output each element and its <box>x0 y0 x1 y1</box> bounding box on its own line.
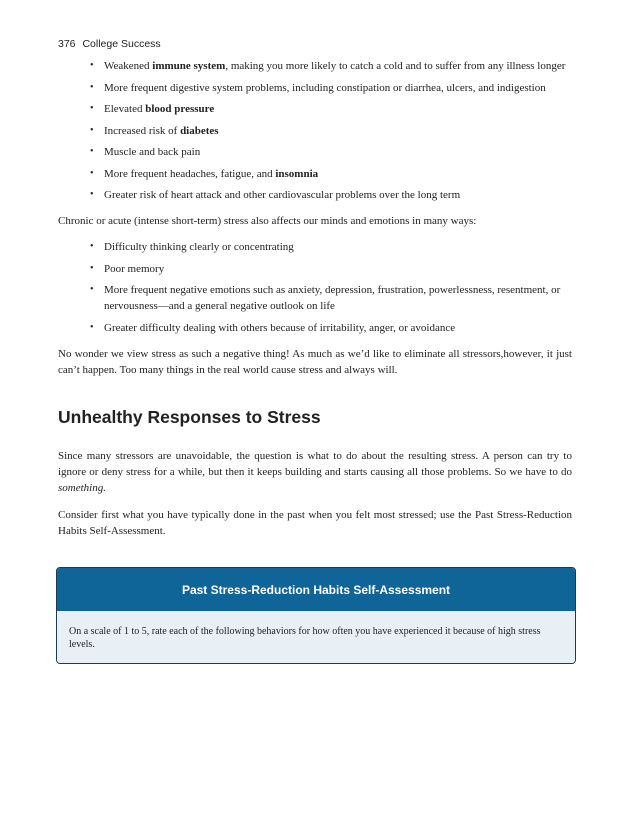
list-item-text: Greater difficulty dealing with others because of irritability, anger, or avoidance <box>104 321 456 334</box>
list-item <box>58 239 572 255</box>
list-item <box>58 282 572 314</box>
bold-term: diabetes <box>180 124 219 137</box>
bullet-icon: • <box>90 81 94 93</box>
list-item <box>58 320 572 336</box>
list-item-text: Greater risk of heart attack and other cardiovascular problems over the long term <box>104 189 461 201</box>
list-item <box>58 101 572 117</box>
bullet-icon: • <box>90 103 94 114</box>
book-title: College Success <box>82 38 161 50</box>
page-header <box>58 38 161 50</box>
list-item-text: Weakened <box>104 60 153 72</box>
page-content <box>58 58 572 539</box>
emotional-effects-list <box>58 239 572 336</box>
bullet-icon: • <box>90 321 94 333</box>
list-item <box>58 144 572 160</box>
bullet-icon: • <box>90 167 94 179</box>
self-assessment-instructions: On a scale of 1 to 5, rate each of the following behaviors for how often you have experienced it because of high stress levels. <box>57 611 575 663</box>
list-item-text: Elevated <box>104 103 146 115</box>
list-item-text: Difficulty thinking clearly or concentrating <box>104 241 294 253</box>
list-item <box>58 58 572 74</box>
bold-term: blood pressure <box>145 103 215 115</box>
list-item-text: More frequent negative emotions such as anxiety, depression, frustration, powerlessness, resentment, or nervousness—and a general negative outlook on life <box>104 284 561 312</box>
paragraph-no-wonder: No wonder we view stress as such a negative thing! As much as we’d like to eliminate all stressors,however, it just can’t happen. Too many things in the real world cause stress and always will. <box>58 347 572 376</box>
list-item <box>58 166 572 182</box>
page-number: 376 <box>58 38 76 50</box>
list-item <box>58 261 572 277</box>
paragraph-consider: Consider first what you have typically done in the past when you felt most stressed; use the Past Stress-Reduction Habits Self-Assessment. <box>58 508 572 537</box>
bullet-icon: • <box>90 60 94 71</box>
physical-effects-list <box>58 58 572 203</box>
list-item-text: Muscle and back pain <box>104 146 201 158</box>
paragraph-emotions-intro: Chronic or acute (intense short-term) stress also affects our minds and emotions in many ways: <box>58 215 477 227</box>
paragraph-unavoidable <box>58 448 572 496</box>
bold-term: immune system <box>152 60 226 72</box>
list-item <box>58 80 572 96</box>
bold-term: insomnia <box>275 167 319 180</box>
list-item <box>58 123 572 139</box>
self-assessment-box <box>56 567 576 664</box>
list-item <box>58 187 572 203</box>
section-heading: Unhealthy Responses to Stress <box>58 406 321 427</box>
paragraph-unavoidable-text: Since many stressors are unavoidable, the question is what to do about the resulting stress. A person can try to ignore or deny stress for a while, but then it keeps building and starts causing all those problems. So we have to do <box>58 449 572 478</box>
bullet-icon: • <box>90 146 94 157</box>
list-item-text: , making you more likely to catch a cold and to suffer from any illness longer <box>225 60 566 72</box>
bullet-icon: • <box>90 189 94 200</box>
list-item-text: More frequent digestive system problems, including constipation or diarrhea, ulcers, and indigestion <box>104 81 546 94</box>
bullet-icon: • <box>90 124 94 136</box>
list-item-text: More frequent headaches, fatigue, and <box>104 167 276 180</box>
list-item-text: Poor memory <box>104 262 165 275</box>
list-item-text: Increased risk of <box>104 124 181 137</box>
self-assessment-title: Past Stress-Reduction Habits Self-Assessment <box>57 568 575 611</box>
bullet-icon: • <box>90 241 94 252</box>
paragraph-unavoidable-emphasis: something. <box>58 481 106 494</box>
bullet-icon: • <box>90 284 94 295</box>
bullet-icon: • <box>90 262 94 274</box>
